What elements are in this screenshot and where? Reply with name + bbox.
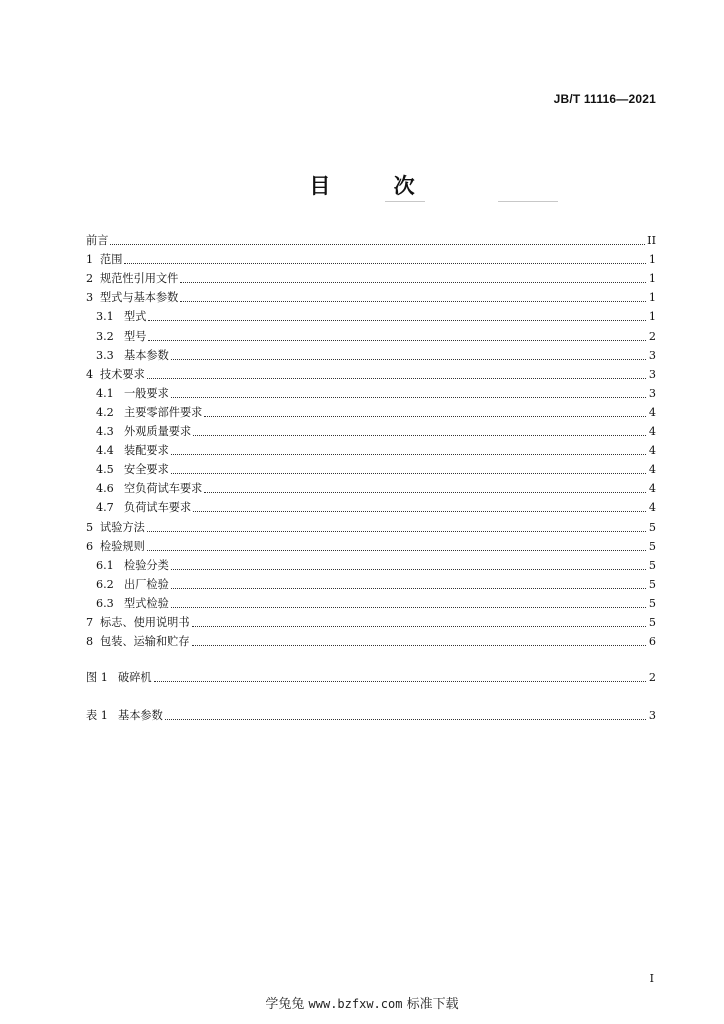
toc-label: 空负荷试车要求 — [124, 482, 203, 496]
toc-label: 前言 — [86, 234, 109, 248]
toc-label: 检验分类 — [124, 558, 169, 572]
toc-number: 6.2 — [96, 577, 114, 591]
dot-leader — [171, 454, 646, 455]
page-title: 目 次 — [309, 174, 443, 198]
toc-number: 4.1 — [96, 386, 114, 400]
toc-page: 1 — [648, 291, 656, 305]
dot-leader — [110, 244, 645, 245]
toc-number: 4.2 — [96, 405, 114, 419]
dot-leader — [204, 492, 646, 493]
figure-number: 图 1 — [86, 671, 108, 684]
toc-entry[interactable] — [86, 266, 656, 285]
toc-label: 出厂检验 — [124, 577, 169, 591]
toc-entry[interactable] — [86, 591, 656, 610]
toc-entry[interactable] — [86, 572, 656, 591]
watermark-site-name: 学兔兔 — [265, 997, 305, 1012]
watermark-suffix: 标准下载 — [406, 997, 459, 1012]
figure-page: 2 — [648, 671, 656, 684]
table-label: 基本参数 — [118, 709, 163, 722]
toc-number: 3 — [86, 291, 94, 305]
toc-page: 4 — [648, 463, 656, 477]
toc-number: 4 — [86, 367, 94, 381]
toc-label: 范围 — [100, 253, 123, 267]
toc-number: 3.2 — [96, 329, 114, 343]
toc-label: 装配要求 — [124, 444, 169, 458]
toc-label: 技术要求 — [100, 367, 145, 381]
dot-leader — [148, 320, 646, 321]
toc-entry[interactable] — [86, 629, 656, 648]
toc-page: 4 — [648, 501, 656, 515]
toc-label: 型式检验 — [124, 596, 169, 610]
toc-number: 3.1 — [96, 310, 114, 324]
scan-artifact-line — [385, 201, 425, 202]
toc-entry[interactable] — [86, 381, 656, 400]
standard-code: JB/T 11116—2021 — [553, 92, 656, 106]
figure-entry[interactable] — [86, 671, 656, 684]
toc-page: II — [647, 234, 656, 248]
toc-number: 4.7 — [96, 501, 114, 515]
toc-label: 型式 — [124, 310, 147, 324]
toc-page: 5 — [648, 558, 656, 572]
toc-entry[interactable] — [86, 228, 656, 247]
dot-leader — [193, 511, 646, 512]
toc-entry[interactable] — [86, 457, 656, 476]
toc-number: 4.5 — [96, 463, 114, 477]
dot-leader — [124, 263, 646, 264]
toc-entry[interactable] — [86, 610, 656, 629]
toc-page: 4 — [648, 444, 656, 458]
toc-label: 负荷试车要求 — [124, 501, 192, 515]
toc-page: 2 — [648, 329, 656, 343]
toc-entry[interactable] — [86, 304, 656, 323]
dot-leader — [180, 301, 646, 302]
toc-number: 4.3 — [96, 425, 114, 439]
toc-page: 3 — [648, 386, 656, 400]
toc-page: 6 — [648, 635, 656, 649]
toc-page: 5 — [648, 577, 656, 591]
toc-label: 型号 — [124, 329, 147, 343]
toc-page: 1 — [648, 272, 656, 286]
dot-leader — [180, 282, 646, 283]
toc-entry[interactable] — [86, 323, 656, 342]
toc-page: 4 — [648, 482, 656, 496]
toc-label: 主要零部件要求 — [124, 405, 203, 419]
toc-label: 检验规则 — [100, 539, 145, 553]
toc-entry[interactable] — [86, 476, 656, 495]
toc-page: 5 — [648, 539, 656, 553]
toc-page: 5 — [648, 520, 656, 534]
dot-leader — [171, 359, 646, 360]
toc-number: 6 — [86, 539, 94, 553]
toc-label: 安全要求 — [124, 463, 169, 477]
table-number: 表 1 — [86, 709, 108, 722]
toc-page: 3 — [648, 348, 656, 362]
table-page: 3 — [648, 709, 656, 722]
toc-entry[interactable] — [86, 534, 656, 553]
toc-label: 一般要求 — [124, 386, 169, 400]
dot-leader — [171, 473, 646, 474]
toc-number: 8 — [86, 635, 94, 649]
dot-leader — [204, 416, 646, 417]
figure-label: 破碎机 — [118, 671, 152, 684]
toc-entry[interactable] — [86, 438, 656, 457]
toc-entry[interactable] — [86, 343, 656, 362]
toc-label: 试验方法 — [100, 520, 145, 534]
toc-label: 规范性引用文件 — [100, 272, 179, 286]
toc-page: 5 — [648, 596, 656, 610]
dot-leader — [171, 569, 646, 570]
dot-leader — [171, 397, 646, 398]
watermark-url: www.bzfxw.com — [308, 997, 403, 1011]
table-of-contents — [86, 228, 656, 648]
dot-leader — [154, 681, 646, 682]
toc-page: 3 — [648, 367, 656, 381]
toc-page: 4 — [648, 425, 656, 439]
page-number: I — [649, 972, 654, 985]
toc-entry[interactable] — [86, 285, 656, 304]
toc-entry[interactable] — [86, 400, 656, 419]
toc-entry[interactable] — [86, 514, 656, 533]
toc-label: 外观质量要求 — [124, 425, 192, 439]
toc-page: 5 — [648, 615, 656, 629]
toc-number: 6.3 — [96, 596, 114, 610]
toc-number: 1 — [86, 253, 94, 267]
toc-entry[interactable] — [86, 419, 656, 438]
dot-leader — [171, 607, 646, 608]
toc-entry[interactable] — [86, 362, 656, 381]
toc-entry[interactable] — [86, 495, 656, 514]
watermark — [0, 993, 724, 1012]
toc-number: 6.1 — [96, 558, 114, 572]
toc-page: 1 — [648, 310, 656, 324]
toc-label: 标志、使用说明书 — [100, 615, 190, 629]
table-entry[interactable] — [86, 709, 656, 722]
dot-leader — [192, 645, 646, 646]
scan-artifact-line — [498, 201, 558, 202]
toc-number: 2 — [86, 272, 94, 286]
dot-leader — [147, 378, 646, 379]
toc-entry[interactable] — [86, 553, 656, 572]
toc-number: 4.4 — [96, 444, 114, 458]
toc-number: 3.3 — [96, 348, 114, 362]
toc-page: 1 — [648, 253, 656, 267]
dot-leader — [147, 550, 646, 551]
dot-leader — [171, 588, 646, 589]
dot-leader — [193, 435, 646, 436]
toc-label: 基本参数 — [124, 348, 169, 362]
toc-entry[interactable] — [86, 247, 656, 266]
toc-number: 4.6 — [96, 482, 114, 496]
dot-leader — [148, 340, 646, 341]
toc-page: 4 — [648, 405, 656, 419]
dot-leader — [192, 626, 646, 627]
toc-label: 包装、运输和贮存 — [100, 635, 190, 649]
dot-leader — [165, 719, 646, 720]
toc-number: 7 — [86, 615, 94, 629]
toc-label: 型式与基本参数 — [100, 291, 179, 305]
dot-leader — [147, 531, 646, 532]
toc-number: 5 — [86, 520, 94, 534]
